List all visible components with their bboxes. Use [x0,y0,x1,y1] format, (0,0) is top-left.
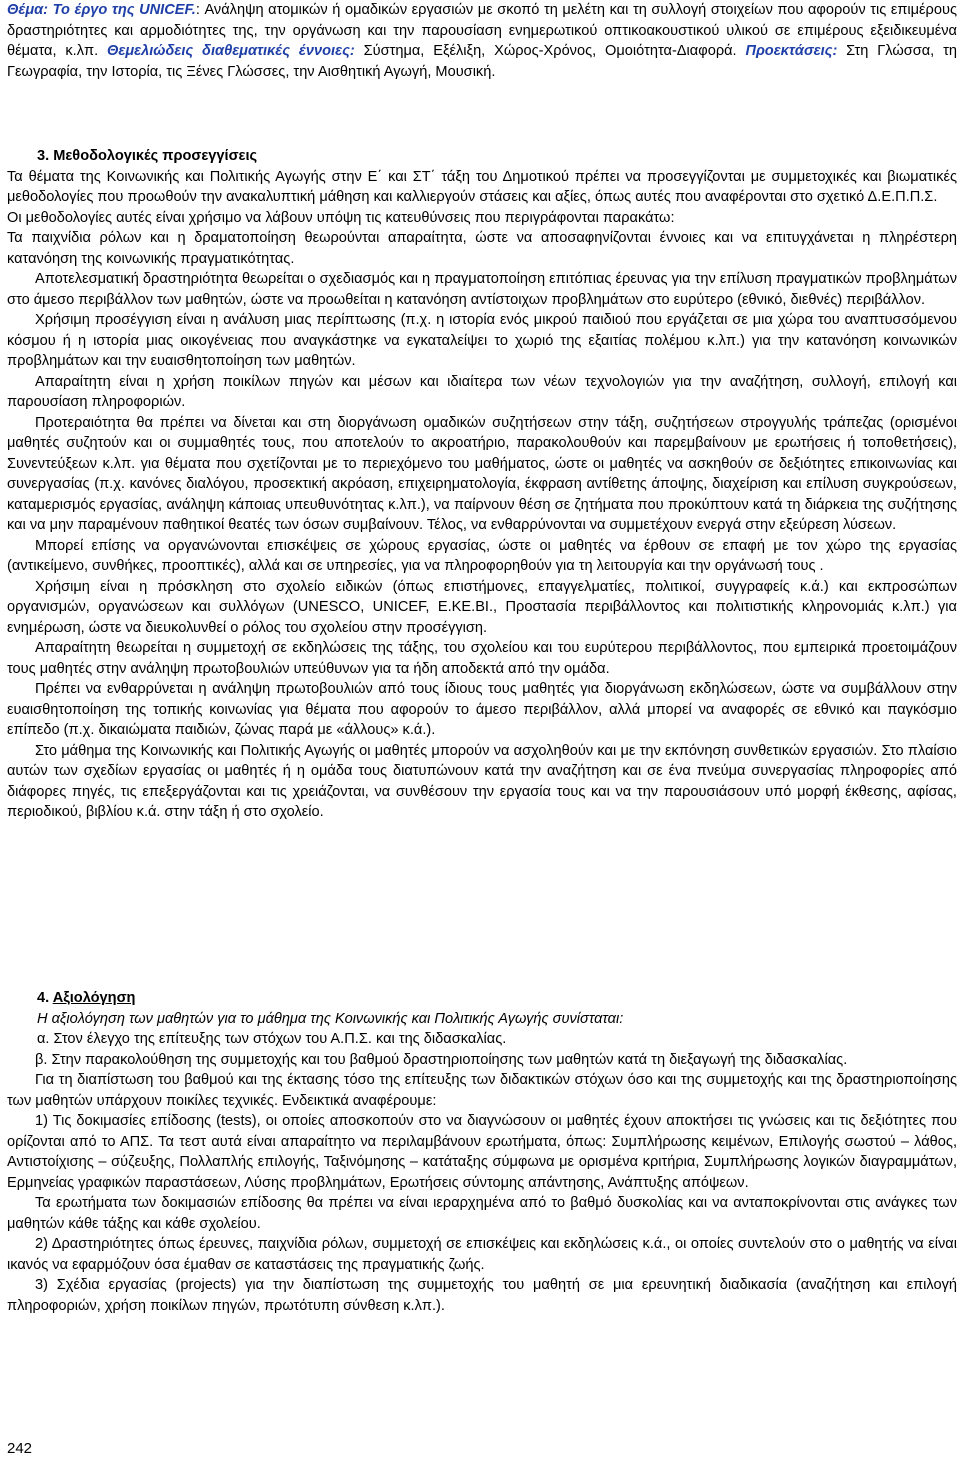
paragraph: Αποτελεσματική δραστηριότητα θεωρείται ο σχεδιασμός και η πραγματοποίηση επιτόπιας έρευνας για την επίλυση πραγματικών προβλημάτων στο άμεσο περιβάλλον των μαθητών, ώστε να προωθείται η κατανόηση αντίστοιχων προβλημάτων στο ευρύτερο (εθνικό, διεθνές) περιβάλλον. [7,271,957,308]
topic-label: Θέμα: Το έργο της UNICEF. [7,2,196,18]
extensions-label: Προεκτάσεις: [745,43,838,59]
paragraph: Οι μεθοδολογίες αυτές είναι χρήσιμο να λάβουν υπόψη τις κατευθύνσεις που περιγράφονται παρακάτω: [7,209,675,226]
paragraph: Μπορεί επίσης να οργανώνονται επισκέψεις σε χώρους εργασίας, ώστε οι μαθητές να έρθουν σε επαφή με τον χώρο της εργασίας (αντικείμενο, συνθήκες, προοπτικές), αλλά και σε υπηρεσίες, για να πληροφορηθούν για τη λειτουργία και την οργάνωσή τους . [7,537,957,574]
page-number: 242 [7,1440,33,1457]
paragraph: Προτεραιότητα θα πρέπει να δίνεται και στη διοργάνωση ομαδικών συζητήσεων στην τάξη, συζητήσεων στρογγυλής τράπεζας (ορισμένοι μαθητές συζητούν και οι συμμαθητές τους, που αποτελούν το ακροατήριο, παρακολουθούν και παρεμβαίνουν με ερωτήσεις ή τοποθετήσεις), Συνεντεύξεων κ.λπ. για θέματα που σχετίζονται με το περιεχόμενο του μαθήματος, ώστε οι μαθητές να ασκηθούν σε δεξιότητες επικοινωνίας και συνεργασίας (π.χ. κανόνες διαλόγου, προσεκτική ακρόαση, επιχειρηματολογία, έκφραση αντίθετης άποψης, διαχείριση και επίλυση συγκρούσεων, καταμερισμός εργασίας, ανάληψη κάποιας υπευθυνότητας κ.λπ.), να παίρνουν θέση σε ζητήματα που προκύπτουν κατά τη διάρκεια της συζήτησης και να μην παραμένουν παθητικοί θεατές των όσων συμβαίνουν. Τέλος, να ενθαρρύνονται να συμμετέχουν ενεργά στην εξεύρεση λύσεων. [7,414,957,533]
concepts-text: Σύστημα, Εξέλιξη, Χώρος-Χρόνος, Ομοιότητα-Διαφορά. [354,43,737,59]
list-item: α. Στον έλεγχο της επίτευξης των στόχων του Α.Π.Σ. και της διδασκαλίας. [37,1031,507,1047]
list-item: β. Στην παρακολούθηση της συμμετοχής και του βαθμού δραστηριοποίησης των μαθητών κατά τη διεξαγωγή της διδασκαλίας. [35,1051,848,1068]
paragraph: Για τη διαπίστωση του βαθμού και της έκτασης τόσο της επίτευξης των διδακτικών στόχων όσο και της συμμετοχής και της δραστηριοποίησης των μαθητών υπάρχουν ποικίλες τεχνικές. Ενδεικτικά αναφέρουμε: [7,1072,957,1109]
section-methodology [7,146,957,823]
paragraph: Τα παιχνίδια ρόλων και η δραματοποίηση θεωρούνται απαραίτητα, ώστε να αποσαφηνίζονται έννοιες και να επιτυγχάνεται η πληρέστερη κατανόηση της κοινωνικής πραγματικότητας. [7,230,957,267]
paragraph: Τα θέματα της Κοινωνικής και Πολιτικής Αγωγής στην Ε΄ και ΣΤ΄ τάξη του Δημοτικού πρέπει να προσεγγίζονται με συμμετοχικές και βιωματικές μεθοδολογίες που προωθούν την ανακαλυπτική μάθηση και καλλιεργούν στάσεις και αξίες, όπως αυτές που αναφέρονται στο σχετικό Δ.Ε.Π.Π.Σ. [7,168,957,205]
paragraph: Απαραίτητη είναι η χρήση ποικίλων πηγών και μέσων και ιδιαίτερα των νέων τεχνολογιών για την αναζήτηση, συλλογή, επιλογή και παρουσίαση πληροφοριών. [7,373,957,410]
paragraph: Χρήσιμη είναι η πρόσκληση στο σχολείο ειδικών (όπως επιστήμονες, επαγγελματίες, πολιτικοί, συγγραφείς κ.ά.) και εκπροσώπων οργανισμών, οργανώσεων και συλλόγων (UNESCO, UNICEF, Ε.ΚΕ.ΒΙ., Προστασία περιβάλλοντος και πολιτιστικής κληρονομιάς κ.λπ.) για ενημέρωση, ώστε να διευκολυνθεί ο ρόλος του σχολείου στην προσέγγιση. [7,578,957,636]
paragraph: Στο μάθημα της Κοινωνικής και Πολιτικής Αγωγής οι μαθητές μπορούν να ασχοληθούν και με την εκπόνηση συνθετικών εργασιών. Στο πλαίσιο αυτών των σχεδίων εργασίας οι μαθητές ή η ομάδα τους διατυπώνουν κατά την αναζήτηση και σε ένα πνεύμα συνεργασίας πληροφορίες από διάφορες πηγές, τις επεξεργάζονται και τις χρειάζονται, να συνθέσουν την εργασία τους και να την παρουσιάσουν υπό μορφή έκθεσης, αφίσας, περιοδικού, βιβλίου κ.ά. στην τάξη ή στο σχολείο. [7,742,957,820]
section-heading [7,988,957,1009]
paragraph: Πρέπει να ενθαρρύνεται η ανάληψη πρωτοβουλιών από τους ίδιους τους μαθητές για διοργάνωση εκδηλώσεων, ώστε να συμβάλλουν στην ευαισθητοποίηση της τοπικής κοινωνίας για θέματα που αφορούν το άμεσο περιβάλλον, αλλά μπορεί να αναφορές σε εθνικό και παγκόσμιο επίπεδο (π.χ. δικαιώματα παιδιών, ζώνας παρά με «άλλους» κ.ά.). [7,681,957,738]
topic-paragraph [7,0,957,82]
section-title: Αξιολόγηση [52,990,136,1006]
topic-text: : Ανάληψη ατομικών ή ομαδικών εργασιών με σκοπό τη μελέτη και τη συλλογή στοιχείων που αφορούν τις επιμέρους δραστηριότητες και αρμοδιότητες της, την οργάνωση και την παρουσίαση ενημερωτικού οπτικοακουστικού υλικού σε επιμέρους εξειδικευμένα θέματα, κ.λπ. [7,2,957,59]
paragraph: 3) Σχέδια εργασίας (projects) για την διαπίστωση της συμμετοχής του μαθητή σε μια ερευνητική διαδικασία (αναζήτηση και επιλογή πληροφοριών, χρήση ποικίλων πηγών, πρωτότυπη σύνθεση κ.λπ.). [7,1277,957,1314]
paragraph: Τα ερωτήματα των δοκιμασιών επίδοσης θα πρέπει να είναι ιεραρχημένα από το βαθμό δυσκολίας και να ανταποκρίνονται στις ανάγκες των μαθητών κάθε τάξης και κάθε σχολείου. [7,1195,957,1232]
paragraph: Απαραίτητη θεωρείται η συμμετοχή σε εκδηλώσεις της τάξης, του σχολείου και του ευρύτερου περιβάλλοντος, που εμπειρικά προετοιμάζουν τους μαθητές στην ανάληψη πρωτοβουλιών υπεύθυνων για τα ήδη αποδεκτά από την ομάδα. [7,640,957,677]
section-evaluation [7,988,957,1316]
intro-block [7,0,957,82]
paragraph: 2) Δραστηριότητες όπως έρευνες, παιχνίδια ρόλων, συμμετοχή σε επισκέψεις και εκδηλώσεις κ.ά., οι οποίες συντελούν στο ο μαθητής να είναι ικανός να εφαρμόζουν όσα έμαθαν σε καταστάσεις της πραγματικής ζωής. [7,1236,957,1273]
section-heading: 3. Μεθοδολογικές προσεγγίσεις [37,148,258,164]
concepts-label: Θεμελιώδεις διαθεματικές έννοιες: [107,43,355,59]
extensions-text: Στη Γλώσσα, τη Γεωγραφία, την Ιστορία, τις Ξένες Γλώσσες, την Αισθητική Αγωγή, Μουσική. [7,43,957,80]
paragraph: 1) Τις δοκιμασίες επίδοσης (tests), οι οποίες αποσκοπούν στο να διαγνώσουν οι μαθητές έχουν αποκτήσει τις γνώσεις και τις δεξιότητες που ορίζονται από το ΑΠΣ. Τα τεστ αυτά είναι απαραίτητο να περιλαμβάνουν ερωτήματα, όπως: Συμπλήρωσης κειμένων, Επιλογής σωστού – λάθος, Αντιστοίχισης – σύζευξης, Πολλαπλής επιλογής, Ταξινόμησης – κατάταξης σύμφωνα με ορισμένα κριτήρια, Συμπλήρωσης λογικών διαγραμμάτων, Ερμηνείας γραφικών παραστάσεων, Λύσης προβλημάτων, Ερωτήσεις σύντομης απάντησης, Ανάπτυξης απόψεων. [7,1113,957,1191]
section-subtitle: Η αξιολόγηση των μαθητών για το μάθημα της Κοινωνικής και Πολιτικής Αγωγής συνίσταται: [37,1010,624,1027]
paragraph: Χρήσιμη προσέγγιση είναι η ανάλυση μιας περίπτωσης (π.χ. η ιστορία ενός μικρού παιδιού που εργάζεται σε μια χώρα του αναπτυσσόμενου κόσμου ή η ιστορία μιας οικογένειας που αναγκάστηκε να εγκαταλείψει το χωριό της εξαιτίας πολέμου κ.λπ.) για την κατανόηση κοινωνικών προβλημάτων και την ευαισθητοποίηση των μαθητών. [7,312,957,369]
section-number: 4. [37,990,53,1006]
